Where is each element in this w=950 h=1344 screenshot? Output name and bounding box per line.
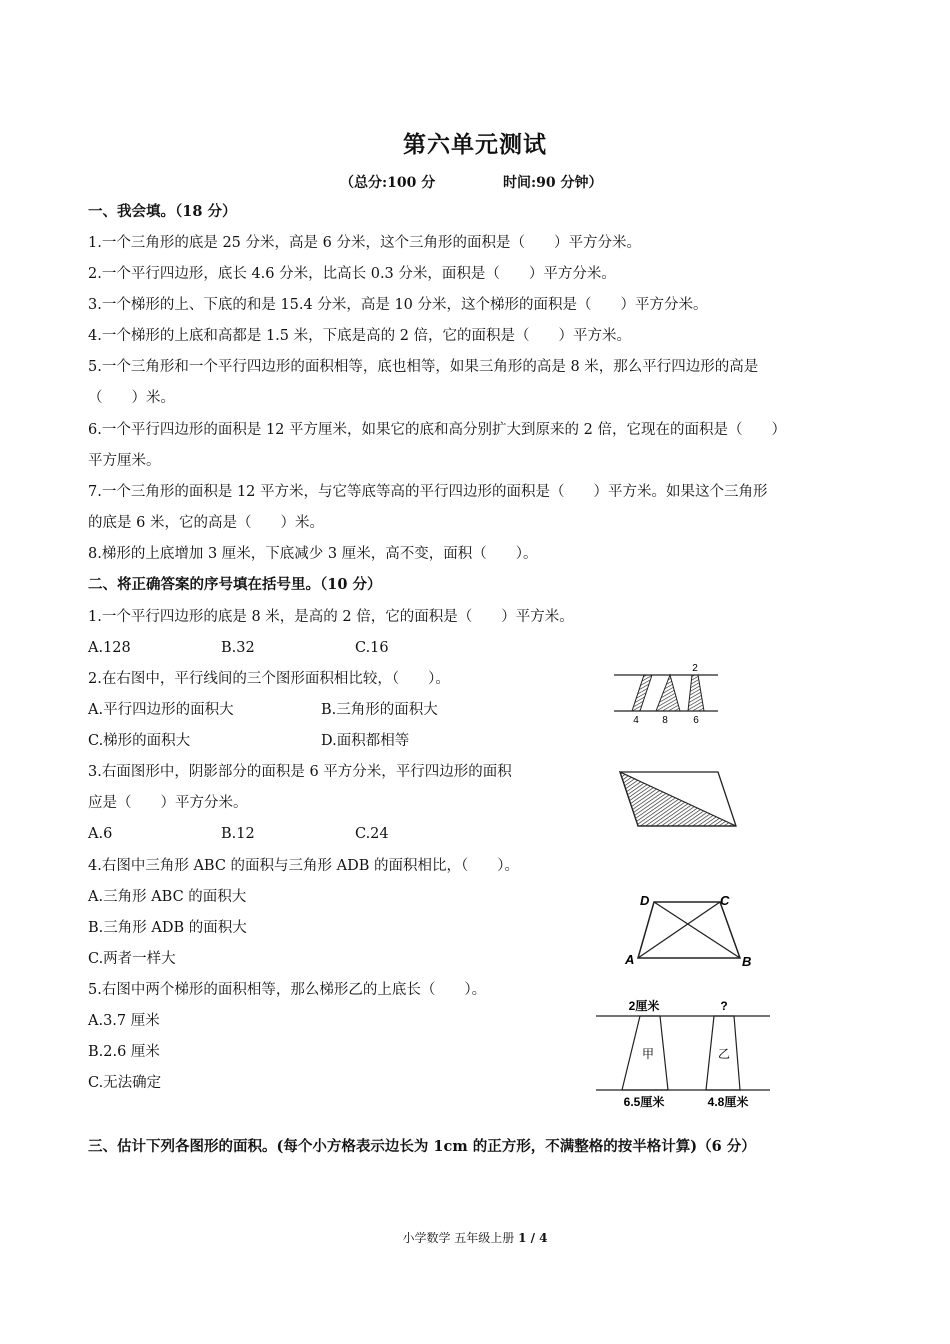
- q2-option-b: B.三角形的面积大: [321, 702, 438, 718]
- q3-stem-line1: 3.右面图形中，阴影部分的面积是 6 平方分米，平行四边形的面积: [88, 764, 512, 780]
- q4-label-d: D: [640, 893, 650, 908]
- q5-option-b: B.2.6 厘米: [88, 1044, 160, 1060]
- q2-trapezoid: [688, 675, 704, 711]
- q3-option-a: A.6: [88, 826, 113, 842]
- q3-option-c: C.24: [355, 826, 389, 842]
- q5-option-a: A.3.7 厘米: [88, 1013, 160, 1029]
- q4-option-c: C.两者一样大: [88, 951, 176, 967]
- total-score: （总分:100 分: [340, 175, 436, 191]
- q4-label-a: A: [625, 952, 635, 967]
- q2-option-d: D.面积都相等: [321, 733, 410, 749]
- q2-option-a: A.平行四边形的面积大: [88, 702, 234, 718]
- q2-stem: 2.在右图中，平行线间的三个图形面积相比较，（ ）。: [88, 671, 450, 687]
- s1-line-11: 8.梯形的上底增加 3 厘米，下底减少 3 厘米，高不变，面积（ ）。: [88, 546, 538, 562]
- q5-name-yi: 乙: [717, 1047, 731, 1061]
- time-limit: 时间:90 分钟）: [503, 175, 603, 191]
- q4-diagonal-ca: [638, 902, 720, 958]
- q5-name-jia: 甲: [641, 1047, 655, 1061]
- s1-line-9: 7.一个三角形的面积是 12 平方米，与它等底等高的平行四边形的面积是（ ）平方米。如果这个三角形: [88, 484, 768, 500]
- q1-stem: 1.一个平行四边形的底是 8 米，是高的 2 倍，它的面积是（ ）平方米。: [88, 609, 574, 625]
- q2-parallelogram: [632, 675, 652, 711]
- q2-option-c: C.梯形的面积大: [88, 733, 191, 749]
- q4-label-c: C: [720, 893, 730, 908]
- q2-triangle: [656, 675, 680, 711]
- q4-label-b: B: [742, 954, 752, 969]
- q4-option-a: A.三角形 ABC 的面积大: [88, 889, 247, 905]
- section2-heading: 二、将正确答案的序号填在括号里。（10 分）: [88, 576, 382, 593]
- q4-option-b: B.三角形 ADB 的面积大: [88, 920, 247, 936]
- q1-option-b: B.32: [221, 640, 255, 656]
- q2-top-label: 2: [692, 663, 698, 674]
- q5-figure: [596, 996, 774, 1112]
- q4-stem: 4.右图中三角形 ABC 的面积与三角形 ADB 的面积相比，（ ）。: [88, 858, 520, 874]
- q3-figure: [618, 768, 753, 830]
- q2-bottom-label-3: 6: [693, 715, 699, 726]
- page-footer: [0, 1229, 950, 1246]
- q3-stem-line2: 应是（ ）平方分米。: [88, 795, 248, 811]
- q5-top-label-1: 2厘米: [628, 999, 660, 1013]
- s1-line-3: 3.一个梯形的上、下底的和是 15.4 分米，高是 10 分米，这个梯形的面积是（ ）平方分米。: [88, 297, 708, 313]
- s1-line-8: 平方厘米。: [88, 453, 161, 469]
- q1-option-c: C.16: [355, 640, 389, 656]
- s1-line-2: 2.一个平行四边形，底长 4.6 分米，比高长 0.3 分米，面积是（ ）平方分米。: [88, 266, 616, 282]
- q5-top-label-2: ?: [720, 999, 728, 1013]
- q5-bottom-label-2: 4.8厘米: [707, 1095, 749, 1109]
- s1-line-10: 的底是 6 米，它的高是（ ）米。: [88, 515, 324, 531]
- q5-bottom-label-1: 6.5厘米: [623, 1095, 665, 1109]
- q4-figure: [624, 890, 762, 970]
- q2-figure: [612, 660, 724, 736]
- s1-line-1: 1.一个三角形的底是 25 分米，高是 6 分米，这个三角形的面积是（ ）平方分米。: [88, 235, 641, 251]
- q4-diagonal-db: [654, 902, 740, 958]
- s1-line-6: （ ）米。: [88, 390, 175, 406]
- q5-stem: 5.右图中两个梯形的面积相等，那么梯形乙的上底长（ ）。: [88, 982, 487, 998]
- q4-trapezoid: [638, 902, 740, 958]
- page-title: 第六单元测试: [403, 131, 547, 158]
- q2-bottom-label-1: 4: [633, 715, 639, 726]
- section1-heading: 一、我会填。（18 分）: [88, 203, 237, 220]
- q5-option-c: C.无法确定: [88, 1075, 162, 1091]
- s1-line-4: 4.一个梯形的上底和高都是 1.5 米，下底是高的 2 倍，它的面积是（ ）平方米。: [88, 328, 632, 344]
- q2-bottom-label-2: 8: [662, 715, 668, 726]
- section3-heading: 三、估计下列各图形的面积。(每个小方格表示边长为 1cm 的正方形，不满整格的按半格计算)（6 分）: [88, 1138, 756, 1155]
- footer-text: 小学数学 五年级上册: [402, 1231, 519, 1245]
- s1-line-7: 6.一个平行四边形的面积是 12 平方厘米，如果它的底和高分别扩大到原来的 2 倍，它现在的面积是（ ）: [88, 422, 786, 438]
- q3-option-b: B.12: [221, 826, 255, 842]
- q3-shaded-triangle: [620, 772, 736, 826]
- page-number: 1 / 4: [518, 1231, 548, 1245]
- s1-line-5: 5.一个三角形和一个平行四边形的面积相等，底也相等，如果三角形的高是 8 米，那么平行四边形的高是: [88, 359, 759, 375]
- q1-option-a: A.128: [88, 640, 131, 656]
